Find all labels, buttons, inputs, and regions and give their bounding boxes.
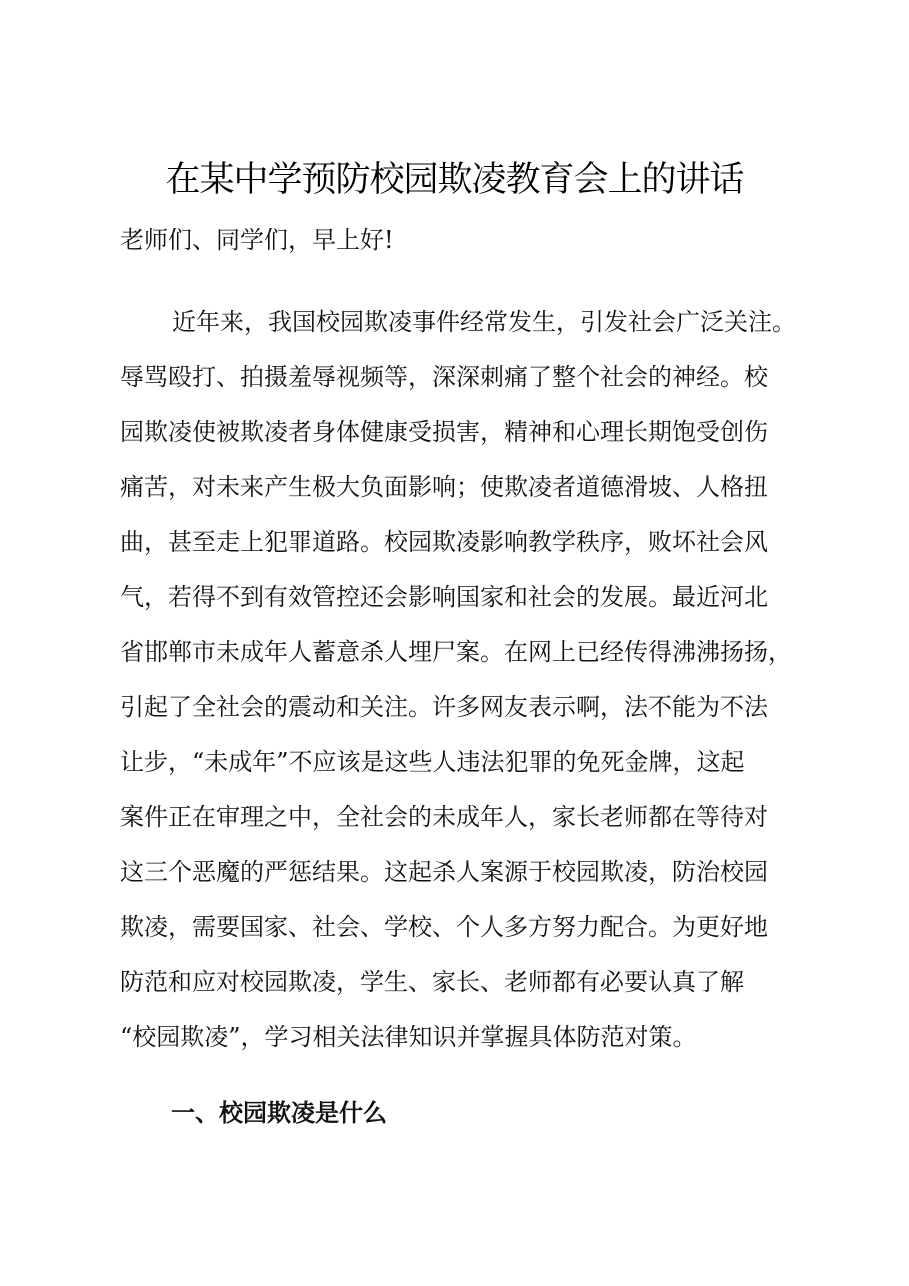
- document-title: 在某中学预防校园欺凌教育会上的讲话: [165, 160, 744, 200]
- paragraph-line: 近年来，我国校园欺凌事件经常发生，引发社会广泛关注。: [172, 308, 796, 336]
- paragraph-line: “校园欺凌”，学习相关法律知识并掌握具体防范对策。: [120, 1023, 697, 1051]
- section-heading: 一、校园欺凌是什么: [171, 1099, 387, 1127]
- paragraph-line: 气，若得不到有效管控还会影响国家和社会的发展。最近河北: [120, 583, 768, 611]
- paragraph-line: 辱骂殴打、拍摄羞辱视频等，深深刺痛了整个社会的神经。校: [120, 363, 768, 391]
- paragraph-line: 这三个恶魔的严惩结果。这起杀人案源于校园欺凌，防治校园: [120, 858, 768, 886]
- paragraph-line: 园欺凌使被欺凌者身体健康受损害，精神和心理长期饱受创伤: [120, 418, 768, 446]
- paragraph-line: 案件正在审理之中，全社会的未成年人，家长老师都在等待对: [120, 803, 768, 831]
- paragraph-line: 省邯郸市未成年人蓄意杀人埋尸案。在网上已经传得沸沸扬扬，: [120, 638, 792, 666]
- paragraph-line: 曲，甚至走上犯罪道路。校园欺凌影响教学秩序，败坏社会风: [120, 528, 768, 556]
- greeting-line: 老师们、同学们，早上好!: [120, 226, 394, 254]
- paragraph-line: 让步，“未成年”不应该是这些人违法犯罪的免死金牌，这起: [120, 748, 745, 776]
- paragraph-line: 防范和应对校园欺凌，学生、家长、老师都有必要认真了解: [120, 968, 744, 996]
- paragraph-line: 痛苦，对未来产生极大负面影响；使欺凌者道德滑坡、人格扭: [120, 473, 768, 501]
- paragraph-line: 欺凌，需要国家、社会、学校、个人多方努力配合。为更好地: [120, 913, 768, 941]
- paragraph-line: 引起了全社会的震动和关注。许多网友表示啊，法不能为不法: [120, 693, 768, 721]
